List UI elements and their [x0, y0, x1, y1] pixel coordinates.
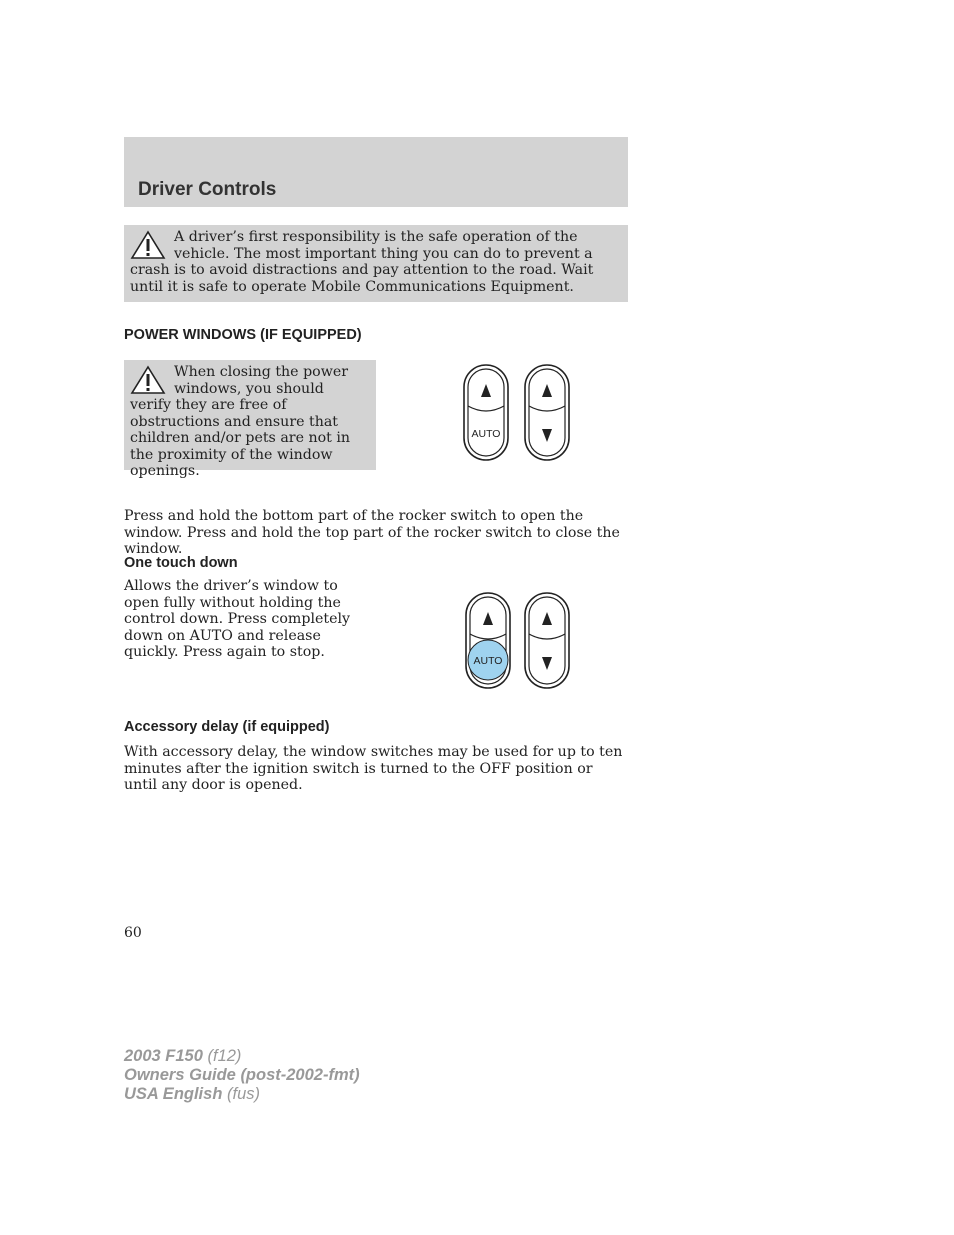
general-warning-text: A driver’s first responsibility is the safe operation of the vehicle. The most important thing you can do to prevent a crash is to avoid distractions and pay attention to the road. Wait until it is safe to operate Mobile Communications Equipment. — [130, 229, 594, 295]
warning-triangle-icon — [130, 230, 166, 260]
auto-rocker-switch — [464, 365, 508, 460]
one-touch-switch-figure — [455, 588, 580, 693]
auto-rocker-switch-highlighted — [466, 593, 510, 688]
accessory-delay-heading: Accessory delay (if equipped) — [124, 719, 330, 735]
document-footer — [124, 1047, 360, 1104]
window-switch-figure — [455, 360, 580, 465]
footer-line-3: USA English (fus) — [124, 1085, 260, 1103]
power-windows-warning-text: When closing the power windows, you should verify they are free of obstructions and ensure that children and/or pets are not in the proximity of the window openings. — [130, 364, 351, 479]
one-touch-heading: One touch down — [124, 555, 238, 571]
power-windows-warning-box — [124, 360, 376, 479]
power-windows-heading: POWER WINDOWS (IF EQUIPPED) — [124, 327, 362, 343]
one-touch-text: Allows the driver’s window to open fully without holding the control down. Press completely down on AUTO and release quickly. Press again to stop. — [124, 578, 351, 660]
footer-line-1: 2003 F150 (f12) — [124, 1047, 242, 1065]
accessory-delay-text: With accessory delay, the window switches may be used for up to ten minutes after the ignition switch is turned to the OFF position or until any door is opened. — [124, 744, 623, 793]
section-header-band — [124, 137, 628, 207]
auto-label: AUTO — [473, 655, 503, 667]
power-windows-instructions: Press and hold the bottom part of the rocker switch to open the window. Press and hold the top part of the rocker switch to close the window. — [124, 508, 620, 557]
standard-rocker-switch — [525, 593, 569, 688]
auto-label: AUTO — [471, 428, 501, 440]
standard-rocker-switch — [525, 365, 569, 460]
page-number: 60 — [124, 925, 142, 941]
general-warning-box — [124, 225, 628, 302]
footer-line-2: Owners Guide (post-2002-fmt) — [124, 1066, 360, 1084]
warning-triangle-icon — [130, 365, 166, 395]
section-title: Driver Controls — [138, 179, 277, 200]
